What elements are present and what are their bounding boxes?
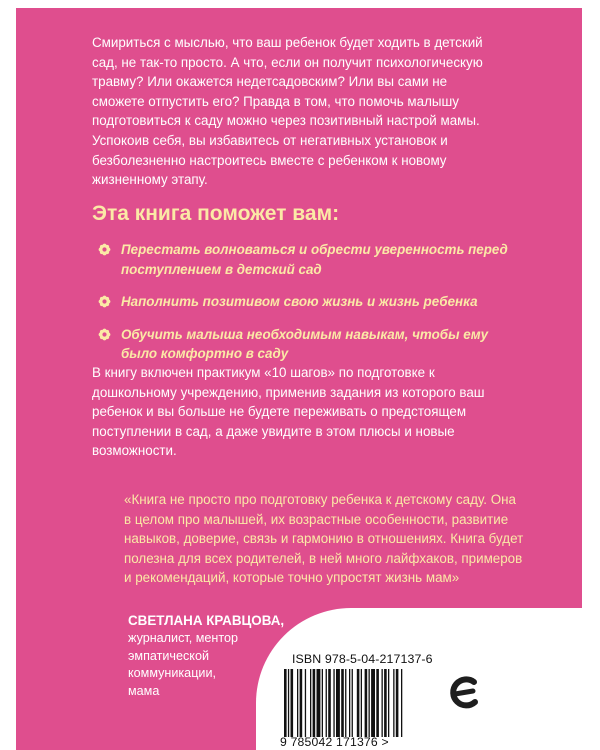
barcode-bar [333, 669, 334, 737]
barcode-bar [345, 669, 346, 737]
barcode-bar [384, 669, 387, 737]
benefit-text: Обучить малыша необходимым навыкам, чтобы ему было комфортно в саду [121, 326, 489, 361]
barcode-bar [297, 669, 298, 737]
benefit-item [92, 240, 522, 279]
barcode-bar [341, 669, 344, 737]
barcode-bar [401, 669, 402, 737]
practicum-paragraph: В книгу включен практикум «10 шагов» по подготовке к дошкольному учреждению, применив задания из которого ваш ребенок и вы больше не будете переживать о предстоящем поступлении в сад, а даже увидите в этом плюсы и новые возможности. [92, 365, 485, 459]
barcode-bar [376, 669, 379, 737]
publisher-logo-icon [446, 672, 482, 714]
barcode-bar [349, 669, 350, 737]
review-quote: «Книга не просто про подготовку ребенка к детскому саду. Она в целом про малышей, их возрастные особенности, развитие навыков, доверие, связь и гармонию в отношениях. Книга будет полезна для всех родителей, в ней много лайфхаков, примеров и рекомендаций, которые точно упростят жизнь мам» [124, 492, 524, 585]
benefits-list [92, 240, 522, 364]
barcode-bar [288, 669, 289, 737]
barcode-bar [317, 669, 321, 737]
barcode [284, 669, 436, 737]
barcode-bar [310, 669, 311, 737]
barcode-bar [326, 669, 327, 737]
barcode-bar [336, 669, 340, 737]
benefit-text: Наполнить позитивом свою жизнь и жизнь ребенка [121, 294, 478, 309]
barcode-bar [388, 669, 389, 737]
barcode-bar [305, 669, 306, 737]
barcode-bar [300, 669, 303, 737]
barcode-bar [393, 669, 394, 737]
barcode-bar [361, 669, 362, 737]
barcode-bar [322, 669, 323, 737]
barcode-bar [369, 669, 370, 737]
barcode-bar [313, 669, 316, 737]
flower-icon [98, 243, 111, 256]
barcode-bar [328, 669, 331, 737]
barcode-bar [396, 669, 399, 737]
review-author-role: журналист, ментор эмпатической коммуникации, мама [128, 631, 238, 698]
benefit-text: Перестать волноваться и обрести уверенность перед поступлением в детский сад [121, 242, 508, 277]
barcode-bar [357, 669, 360, 737]
intro-paragraph: Смириться с мыслью, что ваш ребенок будет ходить в детский сад, не так-то просто. А что, если он получит психологическую травму? Или окажется недетсадовским? Или вы сами не сможете отпустить его? Правда в том, что помочь малышу подготовиться к саду можно через позитивный настрой мамы. Успокоив себя, вы избавитесь от негативных установок и безболезненно настроитесь вместе с ребенком к новому жизненному этапу. [92, 35, 483, 188]
isbn-label: ISBN 978-5-04-217137-6 [292, 652, 433, 666]
help-heading: Эта книга поможет вам: [92, 202, 340, 225]
barcode-bar [291, 669, 294, 737]
barcode-bar [382, 669, 383, 737]
book-back-cover [16, 8, 582, 750]
barcode-bar [365, 669, 368, 737]
flower-icon [98, 295, 111, 308]
barcode-bar [284, 669, 287, 737]
barcode-digits: 9 785042 171376 > [280, 735, 389, 749]
benefit-item [92, 292, 522, 312]
barcode-bar [371, 669, 375, 737]
intro-text [92, 33, 492, 190]
barcode-bar [352, 669, 353, 737]
review-author-name: СВЕТЛАНА КРАВЦОВА, [128, 613, 285, 628]
benefit-item [92, 325, 522, 364]
flower-icon [98, 328, 111, 341]
